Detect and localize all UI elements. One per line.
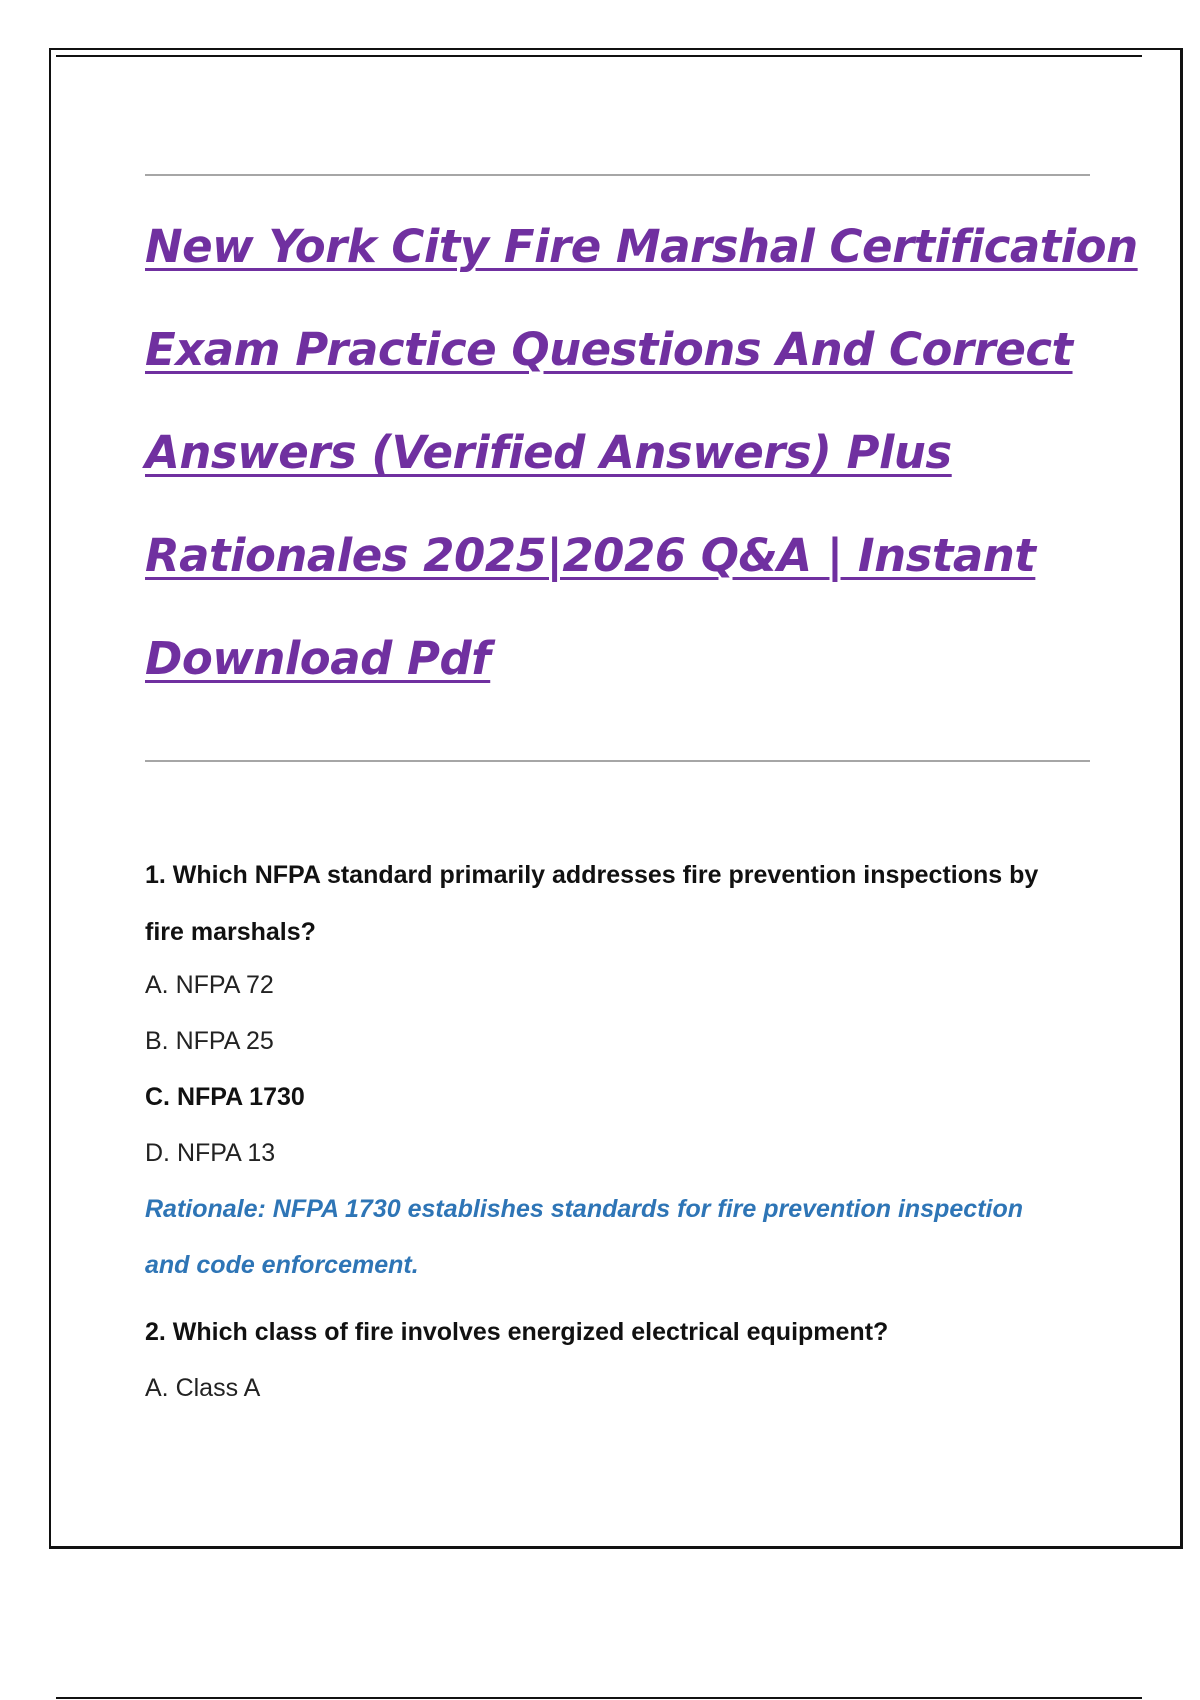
title-line-5: Download Pdf (145, 632, 491, 685)
answer-option: A. Class A (145, 1374, 261, 1402)
question-block (145, 860, 1095, 1317)
question-text: fire marshals? (145, 918, 316, 946)
answer-option: D. NFPA 13 (145, 1139, 276, 1167)
next-page-top-rule (56, 1697, 1142, 1699)
title-divider-bottom (145, 760, 1090, 762)
document-title (145, 212, 1138, 727)
title-line-3: Answers (Verified Answers) Plus (145, 426, 952, 479)
answer-option: A. NFPA 72 (145, 971, 274, 999)
rationale-text: and code enforcement. (145, 1251, 419, 1279)
correct-answer-option: C. NFPA 1730 (145, 1083, 305, 1111)
rationale-text: Rationale: NFPA 1730 establishes standards for fire prevention inspection (145, 1195, 1024, 1223)
question-text: 1. Which NFPA standard primarily addresses fire prevention inspections by (145, 861, 1039, 889)
title-line-4: Rationales 2025|2026 Q&A | Instant (145, 529, 1036, 582)
answer-option: B. NFPA 25 (145, 1027, 274, 1055)
page-top-rule (56, 55, 1142, 57)
title-line-2: Exam Practice Questions And Correct (145, 323, 1073, 376)
questions-section (145, 860, 1095, 1429)
title-divider-top (145, 174, 1090, 176)
question-block (145, 1317, 1095, 1429)
title-line-1: New York City Fire Marshal Certification (145, 220, 1138, 273)
question-text: 2. Which class of fire involves energized electrical equipment? (145, 1318, 889, 1346)
